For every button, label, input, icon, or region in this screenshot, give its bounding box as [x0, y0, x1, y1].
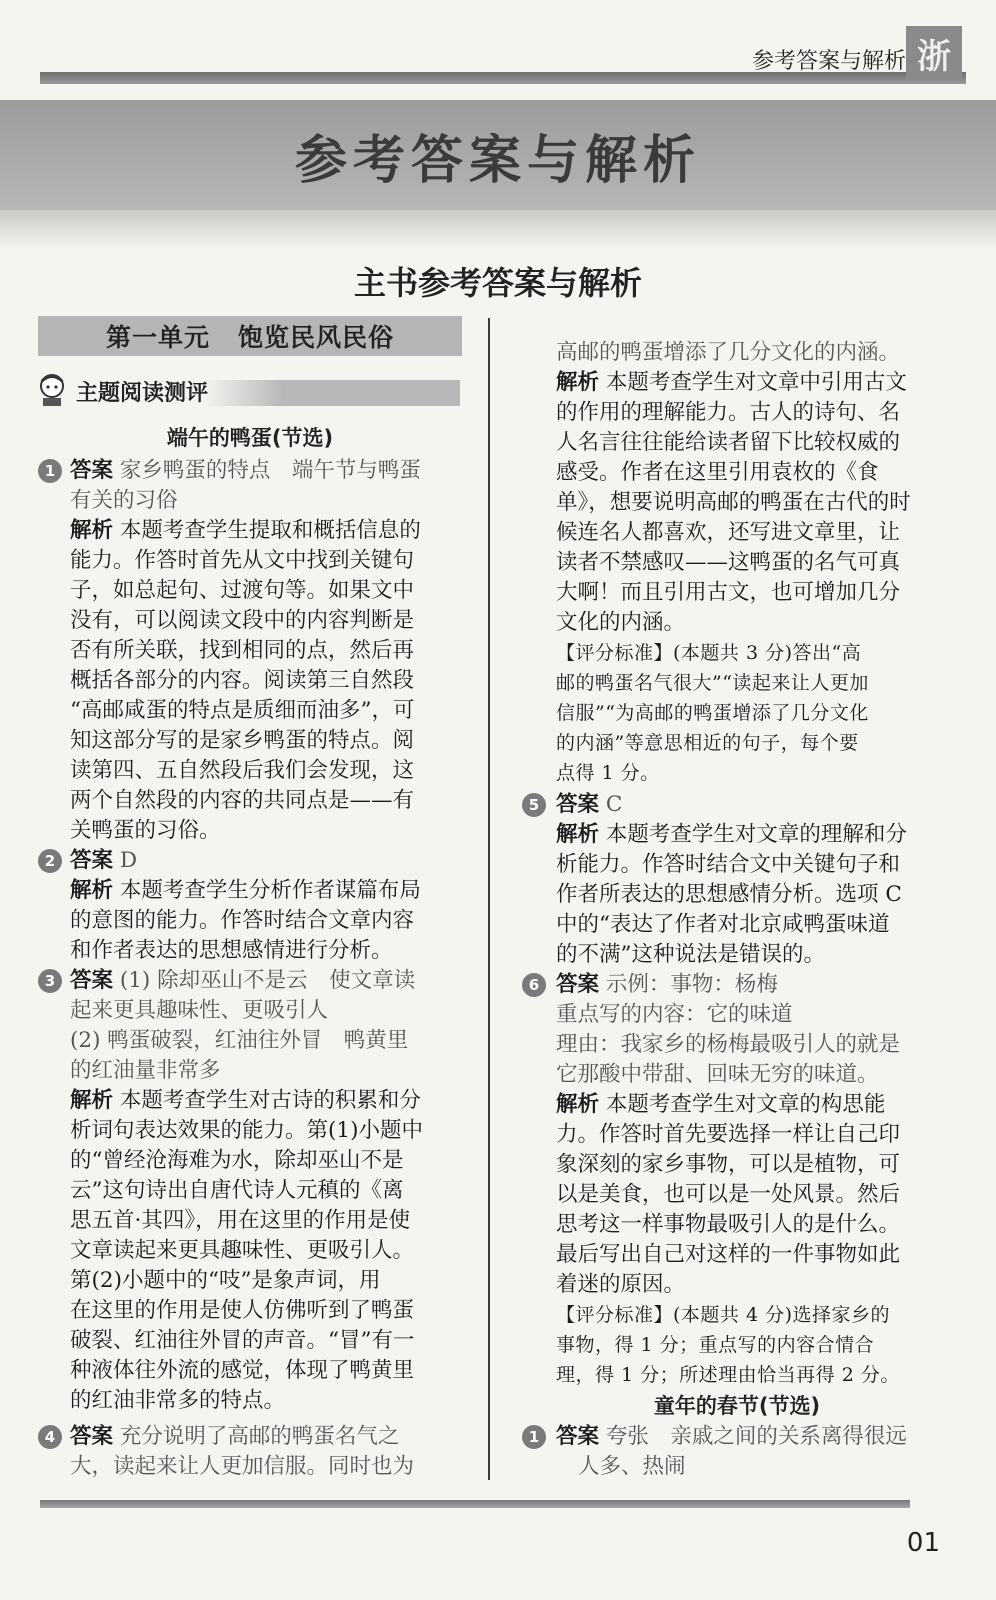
analysis-line: 第(2)小题中的“吱”是象声词，用	[70, 1268, 381, 1293]
analysis-line: 和作者表达的思想感情进行分析。	[70, 938, 393, 963]
analysis-line: 象深刻的家乡事物，可以是植物，可	[556, 1152, 901, 1177]
analysis-line: 作者所表达的思想感情分析。选项 C	[556, 882, 902, 907]
rubric-line: 理，得 1 分；所述理由恰当再得 2 分。	[556, 1364, 900, 1386]
unit-banner	[38, 316, 462, 356]
analysis-line: 读第四、五自然段后我们会发现，这	[70, 758, 415, 783]
analysis-line: 关鸭蛋的习俗。	[70, 818, 221, 843]
analysis-line: 析词句表达效果的能力。第(1)小题中	[70, 1118, 423, 1143]
analysis-line: 中的“表达了作者对北京咸鸭蛋味道	[556, 912, 890, 937]
analysis-line: 两个自然段的内容的共同点是——有	[70, 788, 415, 813]
analysis-line: 没有，可以阅读文段中的内容判断是	[70, 608, 415, 633]
analysis-line: 的意图的能力。作答时结合文章内容	[70, 908, 415, 933]
analysis-line: 解析 本题考查学生对古诗的积累和分	[70, 1088, 421, 1113]
analysis-line: 否有所关联，找到相同的点，然后再	[70, 638, 415, 663]
analysis-line: 文章读起来更具趣味性、更吸引人。	[70, 1238, 415, 1263]
rubric-line: 的内涵”等意思相近的句子，每个要	[556, 732, 859, 754]
answer-line: 重点写的内容：它的味道	[556, 1002, 793, 1027]
answer-line: 答案 (1) 除却巫山不是云 使文章读	[70, 968, 416, 993]
rubric-line: 事物，得 1 分；重点写的内容合情合	[556, 1334, 875, 1356]
analysis-line: 的“曾经沧海难为水，除却巫山不是	[70, 1148, 404, 1173]
question-number: 4	[38, 1425, 62, 1449]
analysis-line: 知这部分写的是家乡鸭蛋的特点。阅	[70, 728, 415, 753]
unit-label: 第一单元	[105, 323, 210, 352]
analysis-line: 读者不禁感叹——这鸭蛋的名气可真	[556, 550, 901, 575]
answer-line: 答案 C	[556, 792, 623, 817]
analysis-line: 在这里的作用是使人仿佛听到了鸭蛋	[70, 1298, 415, 1323]
banner-title: 参考答案与解析	[294, 130, 701, 191]
answer-line: 高邮的鸭蛋增添了几分文化的内涵。	[556, 340, 901, 365]
article-title-1: 端午的鸭蛋(节选)	[166, 426, 334, 450]
analysis-line: 人名言往往能给读者留下比较权威的	[556, 430, 901, 455]
theme-title: 主题阅读测评	[76, 381, 209, 406]
answer-line: 答案 示例：事物：杨梅	[556, 972, 778, 997]
rubric-line: 点得 1 分。	[556, 762, 660, 784]
analysis-line: 以是美食，也可以是一处风景。然后	[556, 1182, 901, 1207]
column-divider	[488, 318, 490, 1480]
answer-line: 它那酸中带甜、回味无穷的味道。	[556, 1062, 879, 1087]
analysis-line: 能力。作答时首先从文中找到关键句	[70, 548, 415, 573]
analysis-line: 解析 本题考查学生对文章中引用古文	[556, 370, 907, 395]
answer-line: 有关的习俗	[70, 488, 178, 513]
page-number: 01	[906, 1528, 940, 1558]
main-title: 主书参考答案与解析	[353, 264, 642, 302]
question-number: 1	[38, 459, 62, 483]
analysis-line: 解析 本题考查学生对文章的构思能	[556, 1092, 886, 1117]
analysis-line: 解析 本题考查学生提取和概括信息的	[70, 518, 421, 543]
analysis-line: 思五首·其四》，用在这里的作用是使	[70, 1208, 411, 1233]
analysis-line: 破裂、红油往外冒的声音。“冒”有一	[70, 1328, 415, 1353]
student-icon	[36, 372, 68, 408]
analysis-line: 解析 本题考查学生对文章的理解和分	[556, 822, 907, 847]
banner-fade	[0, 210, 996, 250]
analysis-line: 力。作答时首先要选择一样让自己印	[556, 1122, 901, 1147]
analysis-line: 思考这一样事物最吸引人的是什么。	[556, 1212, 901, 1237]
analysis-line: 感受。作者在这里引用袁枚的《食	[556, 460, 879, 485]
analysis-line: 解析 本题考查学生分析作者谋篇布局	[70, 878, 421, 903]
analysis-line: 概括各部分的内容。阅读第三自然段	[70, 668, 415, 693]
answer-line: 答案 D	[70, 848, 138, 873]
analysis-line: 种液体往外流的感觉，体现了鸭黄里	[70, 1358, 415, 1383]
region-tab: 浙	[906, 26, 962, 80]
answer-line: 的红油量非常多	[70, 1058, 221, 1083]
analysis-line: 候连名人都喜欢，还写进文章里，让	[556, 520, 901, 545]
running-title: 参考答案与解析	[751, 49, 906, 74]
answer-line: 起来更具趣味性、更吸引人	[70, 998, 329, 1023]
answer-line: 理由：我家乡的杨梅最吸引人的就是	[556, 1032, 901, 1057]
rubric-line: 邮的鸭蛋名气很大”“读起来让人更加	[556, 672, 869, 694]
analysis-line: 着迷的原因。	[556, 1272, 686, 1297]
answer-line: 答案 家乡鸭蛋的特点 端午节与鸭蛋	[70, 458, 421, 483]
analysis-line: “高邮咸蛋的特点是质细而油多”，可	[70, 698, 415, 723]
rubric-line: 【评分标准】(本题共 3 分)答出“高	[556, 642, 862, 664]
analysis-line: 大啊！而且引用古文，也可增加几分	[556, 580, 901, 605]
rubric-line: 信服”“为高邮的鸭蛋增添了几分文化	[556, 702, 869, 724]
answer-line: 答案 充分说明了高邮的鸭蛋名气之	[70, 1424, 400, 1449]
analysis-line: 的不满”这种说法是错误的。	[556, 942, 825, 967]
analysis-line: 析能力。作答时结合文中关键句子和	[556, 852, 901, 877]
analysis-line: 最后写出自己对这样的一件事物如此	[556, 1242, 901, 1267]
footer-rule	[40, 1500, 910, 1508]
question-number: 2	[38, 849, 62, 873]
answer-line: 答案 夸张 亲戚之间的关系离得很远	[556, 1424, 907, 1449]
answer-line: 大，读起来让人更加信服。同时也为	[70, 1454, 415, 1479]
analysis-line: 云”这句诗出自唐代诗人元稹的《离	[70, 1178, 404, 1203]
article-title-2: 童年的春节(节选)	[653, 1394, 821, 1418]
analysis-line: 的红油非常多的特点。	[70, 1388, 286, 1413]
analysis-line: 的作用的理解能力。古人的诗句、名	[556, 400, 901, 425]
rubric-line: 【评分标准】(本题共 4 分)选择家乡的	[556, 1304, 890, 1326]
answer-line: (2) 鸭蛋破裂，红油往外冒 鸭黄里	[70, 1028, 409, 1053]
analysis-line: 文化的内涵。	[556, 610, 686, 635]
answer-line: 人多、热闹	[578, 1454, 686, 1479]
analysis-line: 子，如总起句、过渡句等。如果文中	[70, 578, 415, 603]
question-number: 6	[522, 973, 546, 997]
analysis-line: 单》，想要说明高邮的鸭蛋在古代的时	[556, 490, 911, 515]
question-number: 1	[522, 1425, 546, 1449]
unit-name: 饱览民风民俗	[238, 323, 395, 352]
chapter-banner	[0, 100, 996, 210]
question-number: 5	[522, 793, 546, 817]
question-number: 3	[38, 969, 62, 993]
